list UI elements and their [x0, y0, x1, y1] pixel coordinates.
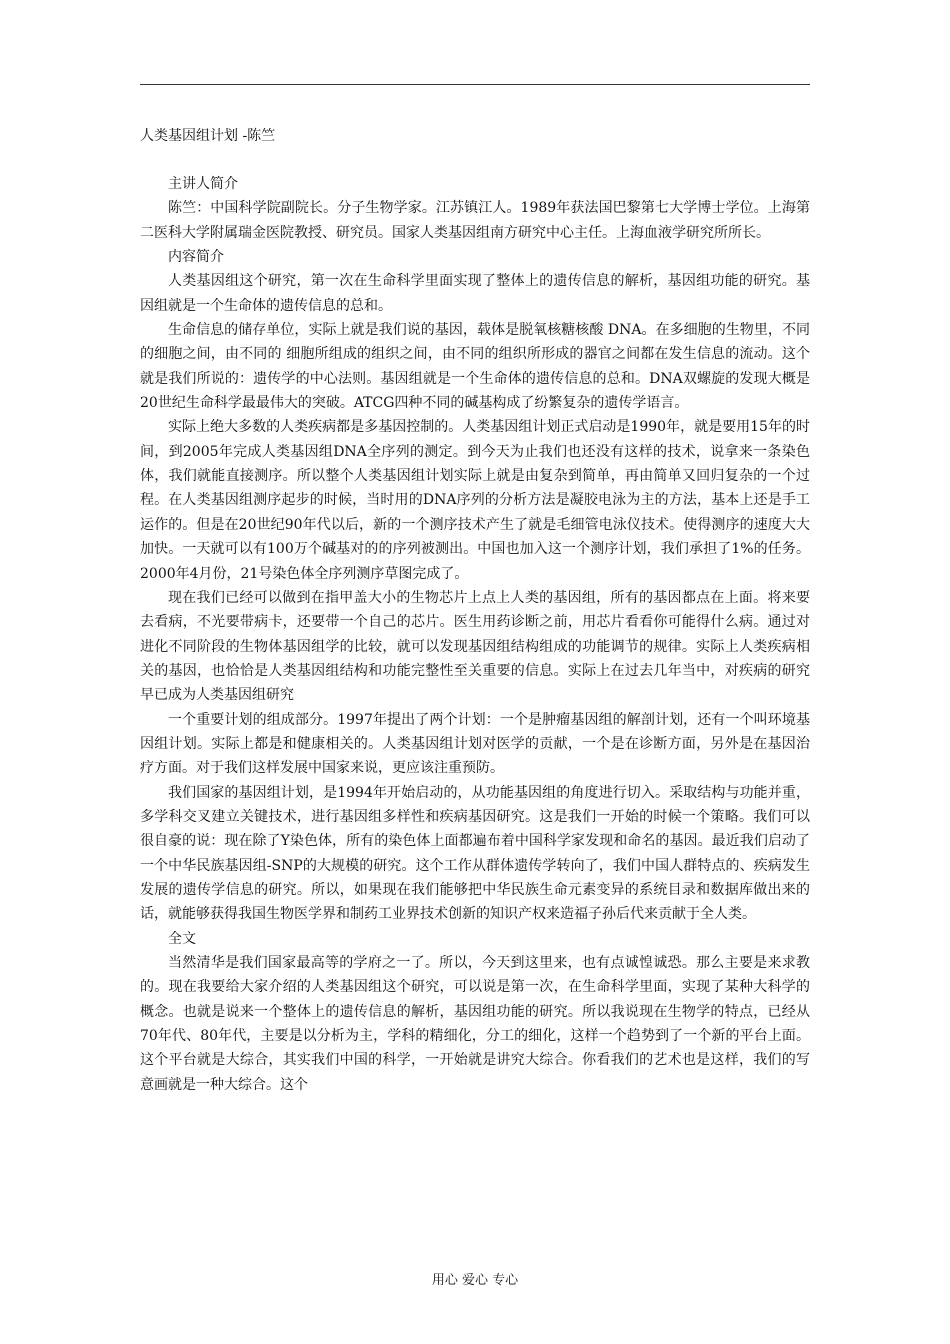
paragraph-summary-6: 我们国家的基因组计划，是1994年开始启动的，从功能基因组的角度进行切入。采取结构与功能并重，多学科交叉建立关键技术，进行基因组多样性和疾病基因研究。这是我们一开始的时候一个策略。我们可以很自豪的说：现在除了Y染色体，所有的染色体上面都遍布着中国科学家发现和命名的基因。最近我们启动了一个中华民族基因组-SNP的大规模的研究。这个工作从群体遗传学转向了，我们中国人群特点的、疾病发生发展的遗传学信息的研究。所以，如果现在我们能够把中华民族生命元素变异的系统目录和数据库做出来的话，就能够获得我国生物医学界和制药工业界技术创新的知识产权来造福子孙后代来贡献于全人类。: [140, 784, 810, 923]
paragraph-summary-3: 实际上绝大多数的人类疾病都是多基因控制的。人类基因组计划正式启动是1990年，就是要用15年的时间，到2005年完成人类基因组DNA全序列的测定。到今天为止我们也还没有这样的技术，说拿来一条染色体，我们就能直接测序。所以整个人类基因组计划实际上就是由复杂到简单，再由简单又回归复杂的一个过程。在人类基因组测序起步的时候，当时用的DNA序列的分析方法是凝胶电泳为主的方法，基本上还是手工运作的。但是在20世纪90年代以后，新的一个测序技术产生了就是毛细管电泳仪技术。使得测序的速度大大加快。一天就可以有100万个碱基对的的序列被测出。中国也加入这一个测序计划，我们承担了1%的任务。2000年4月份，21号染色体全序列测序草图完成了。: [140, 419, 810, 582]
header-rule: [140, 84, 810, 85]
section-heading-summary: 内容简介: [168, 249, 224, 266]
document-title: 人类基因组计划 -陈竺: [140, 128, 276, 144]
paragraph-summary-2: 生命信息的储存单位，实际上就是我们说的基因，载体是脱氧核糖核酸 DNA。在多细胞的生物里，不同的细胞之间，由不同的 细胞所组成的组织之间，由不同的组织所形成的器官之间都在发生信息的流动。这个就是我们所说的：遗传学的中心法则。基因组就是一个生命体的遗传信息的总和。DNA双螺旋的发现大概是20世纪生命科学最最伟大的突破。ATCG四种不同的碱基构成了纷繁复杂的遗传学语言。: [140, 322, 810, 412]
paragraph-fulltext-1: 当然清华是我们国家最高等的学府之一了。所以，今天到这里来，也有点诚惶诚恐。那么主要是来求教的。现在我要给大家介绍的人类基因组这个研究，可以说是第一次，在生命科学里面，实现了某种大科学的概念。也就是说来一个整体上的遗传信息的解析，基因组功能的研究。所以我说现在生物学的特点，已经从70年代、80年代，主要是以分析为主，学科的精细化，分工的细化，这样一个趋势到了一个新的平台上面。这个平台就是大综合，其实我们中国的科学，一开始就是讲究大综合。你看我们的艺术也是这样，我们的写意画就是一种大综合。这个: [140, 955, 810, 1093]
paragraph-summary-1: 人类基因组这个研究，第一次在生命科学里面实现了整体上的遗传信息的解析，基因组功能的研究。基因组就是一个生命体的遗传信息的总和。: [140, 273, 810, 314]
paragraph-summary-5: 一个重要计划的组成部分。1997年提出了两个计划：一个是肿瘤基因组的解剖计划，还有一个叫环境基因组计划。实际上都是和健康相关的。人类基因组计划对医学的贡献，一个是在诊断方面，另外是在基因治疗方面。对于我们这样发展中国家来说，更应该注重预防。: [140, 711, 810, 777]
paragraph-speaker-bio: 陈竺：中国科学院副院长。分子生物学家。江苏镇江人。1989年获法国巴黎第七大学博士学位。上海第二医科大学附属瑞金医院教授、研究员。国家人类基因组南方研究中心主任。上海血液学研究所所长。: [140, 200, 810, 241]
section-heading-fulltext: 全文: [168, 930, 196, 947]
paragraph-summary-4: 现在我们已经可以做到在指甲盖大小的生物芯片上点上人类的基因组，所有的基因都点在上面。将来要去看病，不光要带病卡，还要带一个自己的芯片。医生用药诊断之前，用芯片看看你可能得什么病。通过对进化不同阶段的生物体基因组学的比较，就可以发现基因组结构组成的功能调节的规律。实际上人类疾病相关的基因，也恰恰是人类基因组结构和功能完整性至关重要的信息。实际上在过去几年当中，对疾病的研究早已成为人类基因组研究: [140, 589, 810, 704]
section-heading-speaker: 主讲人简介: [168, 176, 238, 192]
document-body: [140, 172, 810, 1097]
page-footer: 用心 爱心 专心: [431, 1273, 519, 1288]
